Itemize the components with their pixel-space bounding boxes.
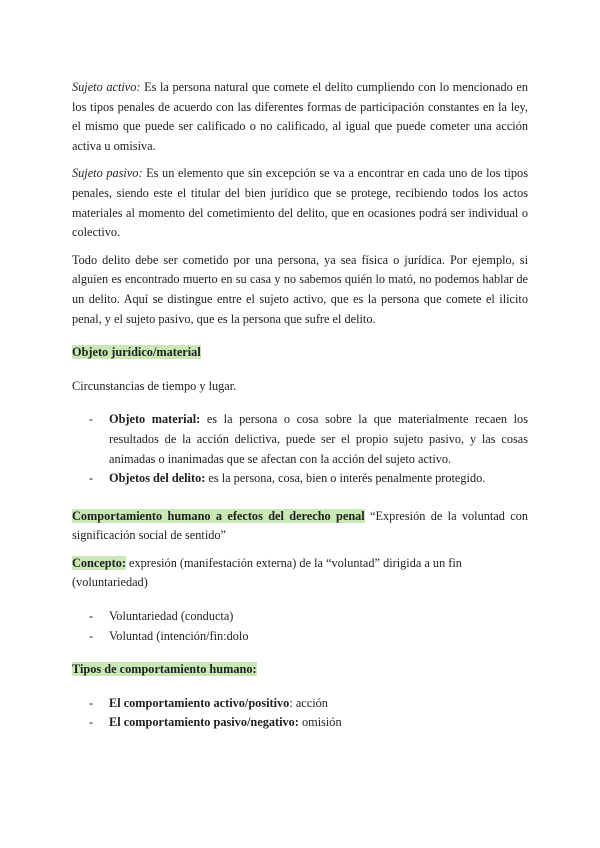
objetos-delito-text: es la persona, cosa, bien o interés penalmente protegido. (205, 471, 486, 486)
pasivo-text: omisión (298, 715, 342, 730)
sujeto-pasivo-paragraph (72, 164, 528, 242)
activo-text: : acción (289, 695, 328, 710)
sujeto-activo-paragraph (72, 78, 528, 156)
comportamiento-paragraph (72, 507, 528, 546)
objeto-material-text: es la persona o cosa sobre la que materialmente recaen los resultados de la acción delictiva, puede ser el propio sujeto pasivo, y las cosas animadas o inanimadas que se afectan con la acción del sujeto activo. (109, 412, 528, 466)
comportamiento-heading: Comportamiento humano a efectos del derecho penal (72, 508, 365, 523)
objeto-material-term: Objeto material: (109, 412, 201, 427)
activo-term: El comportamiento activo/positivo (109, 695, 290, 710)
concepto-list (72, 607, 528, 646)
objetos-delito-term: Objetos del delito: (109, 471, 206, 486)
objeto-heading: Objeto jurídico/material (72, 345, 201, 360)
concepto-term: Concepto: (72, 555, 126, 570)
sujeto-pasivo-term: Sujeto pasivo: (72, 166, 143, 181)
circunstancias-line: Circunstancias de tiempo y lugar. (72, 378, 237, 393)
list-dash: - (89, 715, 94, 730)
tipos-heading-line (72, 660, 528, 680)
list-item (72, 410, 528, 469)
todo-delito-paragraph: Todo delito debe ser cometido por una persona, ya sea física o jurídica. Por ejemplo, si alguien es encontrado muerto en su casa y no sabemos quién lo mató, no podemos hablar de un delito. Aquí se distingue entre el sujeto activo, que es la persona que comete el ilícito penal, y el sujeto pasivo, que es la persona que sufre el delito. (72, 252, 528, 326)
concepto-paragraph (72, 554, 528, 593)
sujeto-pasivo-text: Es un elemento que sin excepción se va a encontrar en cada uno de los tipos penales, siendo este el titular del bien jurídico que se protege, recibiendo todos los actos materiales al momento del cometimiento del delito, que en ocasiones podrá ser individual o colectivo. (72, 166, 528, 240)
sujeto-activo-term: Sujeto activo: (72, 80, 141, 94)
objeto-heading-line (72, 343, 528, 363)
list-dash: - (89, 609, 94, 624)
list-dash: - (89, 412, 94, 427)
sujeto-activo-text: Es la persona natural que comete el delito cumpliendo con lo mencionado en los tipos penales de acuerdo con las diferentes formas de participación constantes en la ley, el mismo que puede ser calificado o no calificado, al igual que puede cometer una acción activa u omisiva. (72, 80, 528, 153)
list-item (72, 469, 528, 489)
list-item (72, 607, 528, 627)
document-page (72, 78, 528, 733)
list-item (72, 713, 528, 733)
comportamiento-quote: “Expresión de la voluntad con significación social de sentido” (72, 508, 528, 543)
pasivo-term: El comportamiento pasivo/negativo: (109, 715, 299, 730)
voluntariedad-item: Voluntariedad (conducta) (109, 609, 234, 624)
list-dash: - (89, 628, 94, 643)
tipos-heading: Tipos de comportamiento humano: (72, 662, 257, 677)
list-dash: - (89, 695, 94, 710)
list-dash: - (89, 471, 94, 486)
list-item (72, 694, 528, 714)
concepto-text: expresión (manifestación externa) de la “voluntad” dirigida a un fin (voluntariedad) (72, 555, 462, 590)
tipos-list (72, 694, 528, 733)
objeto-list (72, 410, 528, 488)
list-item (72, 627, 528, 647)
voluntad-item: Voluntad (intención/fin:dolo (109, 628, 249, 643)
